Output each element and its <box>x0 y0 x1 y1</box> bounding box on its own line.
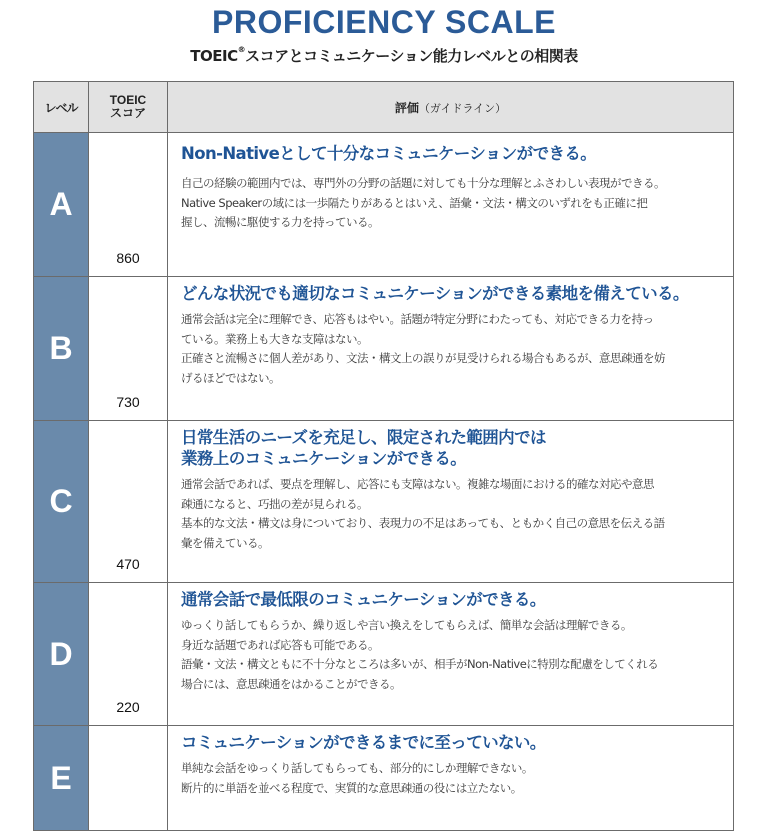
score-header-line2: スコア <box>109 106 146 120</box>
score-cell: 220 <box>89 583 168 726</box>
eval-cell <box>168 583 734 726</box>
column-header-eval <box>168 82 734 133</box>
eval-cell <box>168 277 734 421</box>
eval-headline: 日常生活のニーズを充足し、限定された範囲内では <box>181 428 546 447</box>
table-row <box>34 726 734 831</box>
eval-body-line: 通常会話であれば、要点を理解し、応答にも支障はない。複雑な場面における的確な対応や意思 <box>181 477 654 491</box>
eval-body-line: げるほどではない。 <box>181 370 280 385</box>
score-cell <box>89 726 168 831</box>
eval-headline: Non-Nativeとして十分なコミュニケーションができる。 <box>181 144 597 163</box>
level-cell: B <box>34 277 89 421</box>
eval-body-line: ている。業務上も大きな支障はない。 <box>181 331 368 346</box>
level-cell: C <box>34 421 89 583</box>
eval-body-line: 正確さと流暢さに個人差があり、文法・構文上の誤りが見受けられる場合もあるが、意思疎通を妨 <box>181 351 665 365</box>
eval-body-line: 断片的に単語を並べる程度で、実質的な意思疎通の役には立たない。 <box>181 780 522 795</box>
subtitle-suffix: スコアとコミュニケーション能力レベルとの相関表 <box>245 47 578 65</box>
level-cell: E <box>34 726 89 831</box>
eval-body-line: 語彙・文法・構文ともに不十分なところは多いが、相手がNon-Nativeに特別な配慮をしてくれる <box>181 657 659 671</box>
subtitle-prefix: TOEIC <box>190 47 238 65</box>
eval-cell <box>168 133 734 277</box>
eval-body-line: 彙を備えている。 <box>181 535 269 550</box>
eval-body-line: 自己の経験の範囲内では、専門外の分野の話題に対しても十分な理解とふさわしい表現ができる。 <box>181 176 665 190</box>
eval-body-line: 身近な話題であれば応答も可能である。 <box>181 637 379 652</box>
eval-headline: コミュニケーションができるまでに至っていない。 <box>181 733 546 752</box>
level-cell: D <box>34 583 89 726</box>
eval-cell <box>168 421 734 583</box>
eval-body-line: Native Speakerの域には一歩隔たりがあるとはいえ、語彙・文法・構文のいずれをも正確に把 <box>181 195 648 210</box>
page-title: PROFICIENCY SCALE <box>212 4 556 40</box>
eval-body-line: 場合には、意思疎通をはかることができる。 <box>181 676 401 691</box>
level-cell: A <box>34 133 89 277</box>
eval-cell <box>168 726 734 831</box>
proficiency-table <box>33 81 734 831</box>
column-header-level: レベル <box>34 82 89 133</box>
score-cell: 470 <box>89 421 168 583</box>
table-row <box>34 277 734 421</box>
eval-body-line: ゆっくり話してもらうか、繰り返しや言い換えをしてもらえば、簡単な会話は理解できる。 <box>181 618 632 632</box>
eval-body-line: 通常会話は完全に理解でき、応答もはやい。話題が特定分野にわたっても、対応できる力を持っ <box>181 312 654 326</box>
table-row <box>34 583 734 726</box>
eval-headline: 通常会話で最低限のコミュニケーションができる。 <box>181 590 546 609</box>
eval-header-paren: （ガイドライン） <box>418 101 507 115</box>
table-row <box>34 421 734 583</box>
table-header-row <box>34 82 734 133</box>
score-cell: 730 <box>89 277 168 421</box>
eval-body-line: 単純な会話をゆっくり話してもらっても、部分的にしか理解できない。 <box>181 761 533 775</box>
eval-headline: 業務上のコミュニケーションができる。 <box>181 449 467 468</box>
eval-body-line: 握し、流暢に駆使する力を持っている。 <box>181 215 379 229</box>
score-header-line1: TOEIC <box>109 93 147 107</box>
page-subtitle <box>0 45 768 66</box>
score-cell: 860 <box>89 133 168 277</box>
column-header-score <box>89 82 168 133</box>
eval-body-line: 疎通になると、巧拙の差が見られる。 <box>181 496 368 511</box>
registered-mark: ® <box>237 45 246 54</box>
table-row <box>34 133 734 277</box>
eval-body-line: 基本的な文法・構文は身についており、表現力の不足はあっても、ともかく自己の意思を伝える語 <box>181 516 665 530</box>
eval-header-label: 評価 <box>394 100 419 115</box>
eval-headline: どんな状況でも適切なコミュニケーションができる素地を備えている。 <box>181 284 689 303</box>
